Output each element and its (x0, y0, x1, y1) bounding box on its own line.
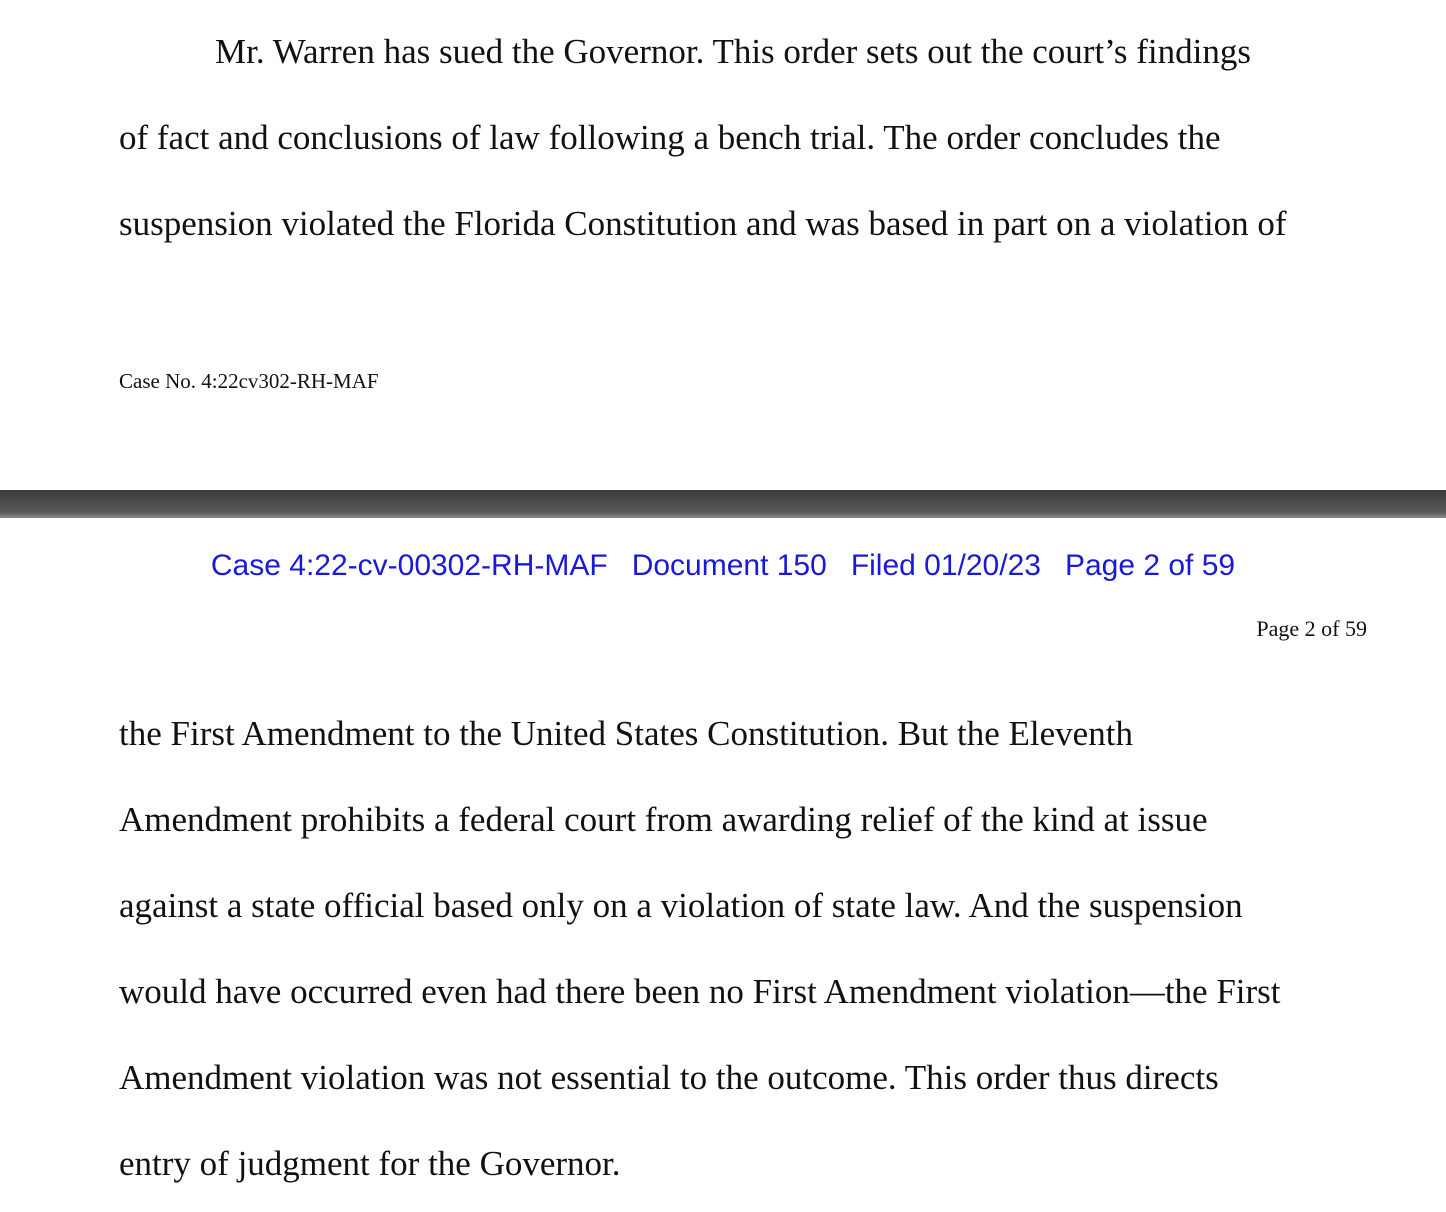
body-text-line: against a state official based only on a violation of state law. And the suspension (119, 886, 1243, 925)
body-text-line: suspension violated the Florida Constitution and was based in part on a violation of (119, 204, 1287, 243)
ecf-document-number: Document 150 (631, 549, 827, 582)
ecf-page-count: Page 2 of 59 (1064, 549, 1236, 582)
document-page-1 (0, 0, 1446, 490)
body-text-line: entry of judgment for the Governor. (119, 1144, 621, 1183)
body-text-line: Amendment violation was not essential to the outcome. This order thus directs (119, 1058, 1219, 1097)
ecf-case-number: Case 4:22-cv-00302-RH-MAF (210, 549, 608, 582)
body-text-line: the First Amendment to the United States Constitution. But the Eleventh (119, 714, 1133, 753)
page-number: Page 2 of 59 (1256, 616, 1367, 641)
body-text-line: Mr. Warren has sued the Governor. This order sets out the court’s findings (215, 32, 1251, 71)
ecf-filed-date: Filed 01/20/23 (850, 549, 1041, 582)
footer-case-number: Case No. 4:22cv302-RH-MAF (119, 369, 379, 393)
body-text-line: of fact and conclusions of law following a bench trial. The order concludes the (119, 118, 1221, 157)
ecf-filing-header (0, 548, 1446, 584)
body-text-line: would have occurred even had there been no First Amendment violation—the First (119, 972, 1281, 1011)
body-text-line: Amendment prohibits a federal court from awarding relief of the kind at issue (119, 800, 1208, 839)
document-page-2 (0, 518, 1446, 1212)
page-separator (0, 490, 1446, 518)
